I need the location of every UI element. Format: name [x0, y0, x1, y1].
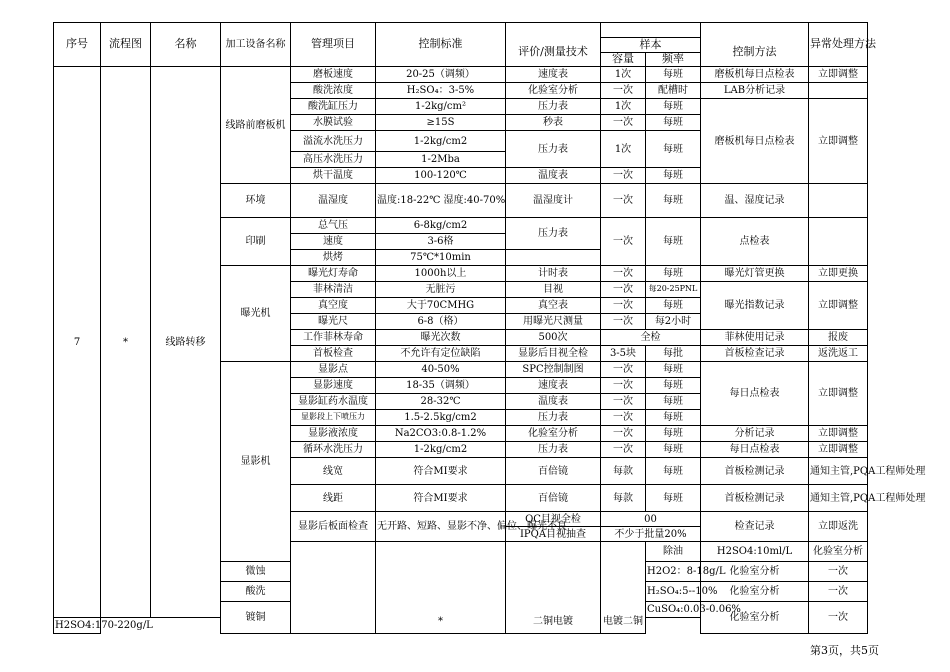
page-footer: 第3页，共5页: [810, 644, 879, 657]
item-cell: 酸洗浓度: [291, 83, 376, 99]
header-equipment: 加工设备名称: [221, 23, 291, 67]
std-cell: 20-25（调频）: [376, 67, 506, 83]
abn-cell: 立即调整: [809, 442, 868, 458]
std-cell: 温度:18-22℃ 湿度:40-70%: [376, 184, 506, 218]
std-cell: 75℃*10min: [376, 250, 506, 266]
section-env: 环境: [221, 184, 291, 218]
item-cell: 真空度: [291, 298, 376, 314]
seq-cell: [291, 542, 376, 634]
item-cell: 显影速度: [291, 378, 376, 394]
std-cell: H2SO4:170-220g/L: [54, 618, 101, 634]
tech-cell: 百倍镜: [506, 458, 601, 485]
method-cell: 检查记录: [701, 512, 809, 542]
item-cell: 线宽: [291, 458, 376, 485]
tech-cell: 速度表: [506, 378, 601, 394]
method-cell: 首板检测记录: [701, 458, 809, 485]
process-control-table: [53, 22, 926, 634]
tech-cell: 秒表: [506, 115, 601, 131]
cap-cell: 一次: [601, 83, 646, 99]
tech-cell: 压力表: [506, 410, 601, 426]
tech-cell: IPQA目视抽查: [506, 527, 601, 542]
std-cell: H₂SO₄:5--10%: [646, 582, 701, 602]
tech-cell: 目视: [506, 282, 601, 298]
header-frequency: 频率: [646, 53, 701, 67]
std-cell: 40-50%: [376, 362, 506, 378]
tech-cell: 显影后目视全检: [506, 346, 601, 362]
std-cell: 符合MI要求: [376, 485, 506, 512]
header-abnormal: 异常处理方法: [809, 23, 868, 67]
header-flow: 流程图: [101, 23, 151, 67]
header-item: 管理项目: [291, 23, 376, 67]
tech-cell: 温湿度计: [506, 184, 601, 218]
freq-cell: 每班: [646, 458, 701, 485]
std-cell: 曝光次数: [376, 330, 506, 346]
cap-cell: 1次: [601, 67, 646, 83]
std-cell: 6-8（格）: [376, 314, 506, 330]
item-cell: 首板检查: [291, 346, 376, 362]
method-cell: 磨板机每日点检表: [701, 99, 809, 184]
item-cell: 酸洗缸压力: [291, 99, 376, 115]
section-develop: 显影机: [221, 362, 291, 562]
cap-cell: 一次: [809, 562, 868, 582]
cap-cell: 00: [601, 512, 701, 527]
method-cell: 磨板机每日点检表: [701, 67, 809, 83]
tech-cell: 百倍镜: [506, 485, 601, 512]
seq-cell: 7: [54, 67, 101, 618]
section-print: 印刷: [221, 218, 291, 266]
cap-cell: 一次: [601, 218, 646, 266]
item-cell: 烘烤: [291, 250, 376, 266]
cap-cell: 一次: [601, 410, 646, 426]
freq-cell: 每20-25PNL: [646, 282, 701, 298]
abn-cell: 立即更换: [809, 266, 868, 282]
std-cell: 18-35（调频）: [376, 378, 506, 394]
abn-cell: 立即调整: [809, 282, 868, 330]
freq-cell: 配槽时: [646, 83, 701, 99]
header-name: 名称: [151, 23, 221, 67]
std-cell: 1000h以上: [376, 266, 506, 282]
cap-cell: 每款: [601, 458, 646, 485]
std-cell: 无开路、短路、显影不净、偏位、曝光不良: [376, 512, 506, 542]
std-cell: 大于70CMHG: [376, 298, 506, 314]
tech-cell: 真空表: [506, 298, 601, 314]
item-cell: 酸洗: [221, 582, 291, 602]
tech-cell: 500次: [506, 330, 601, 346]
section-preclean: 线路前磨板机: [221, 67, 291, 184]
tech-cell: 化验室分析: [701, 602, 809, 634]
cap-cell: 一次: [601, 362, 646, 378]
tech-cell: 化验室分析: [701, 562, 809, 582]
equipment-cell: 电镀二铜: [601, 542, 646, 634]
tech-cell: 压力表: [506, 442, 601, 458]
item-cell: 曝光尺: [291, 314, 376, 330]
freq-cell: 每班: [646, 67, 701, 83]
tech-cell: SPC控制制图: [506, 362, 601, 378]
header-seq: 序号: [54, 23, 101, 67]
tech-cell: 温度表: [506, 168, 601, 184]
method-cell: 菲林使用记录: [701, 330, 809, 346]
item-cell: 除油: [646, 542, 701, 562]
freq-cell: 每批: [646, 346, 701, 362]
freq-cell: 每班: [646, 485, 701, 512]
header-capacity: 容量: [601, 53, 646, 67]
cap-cell: 一次: [809, 582, 868, 602]
tech-cell: 用曝光尺测量: [506, 314, 601, 330]
std-cell: ≥15S: [376, 115, 506, 131]
tech-cell: 温度表: [506, 394, 601, 410]
abn-cell: 立即调整: [809, 426, 868, 442]
std-cell: 1-2kg/cm²: [376, 99, 506, 115]
tech-cell: 化验室分析: [506, 83, 601, 99]
header-method: 控制方法: [701, 38, 809, 67]
std-cell: 1-2kg/cm2: [376, 131, 506, 152]
std-cell: H2SO4:10ml/L: [701, 542, 809, 562]
cap-cell: 每款: [601, 485, 646, 512]
method-cell: 首板检测记录: [701, 485, 809, 512]
tech-cell: 化验室分析: [809, 542, 868, 562]
item-cell: 水膜试验: [291, 115, 376, 131]
method-cell: 每日点检表: [701, 442, 809, 458]
cap-cell: 一次: [601, 378, 646, 394]
item-cell: 溢流水洗压力: [291, 131, 376, 152]
item-cell: 菲林清洁: [291, 282, 376, 298]
item-cell: 微蚀: [221, 562, 291, 582]
method-cell: 首板检查记录: [701, 346, 809, 362]
abn-cell: 返洗返工: [809, 346, 868, 362]
item-cell: 曝光灯寿命: [291, 266, 376, 282]
freq-cell: 每班: [646, 131, 701, 168]
abn-cell: 立即调整: [809, 67, 868, 83]
abn-cell: 立即调整: [809, 99, 868, 184]
std-cell: 无脏污: [376, 282, 506, 298]
header-standard: 控制标准: [376, 23, 506, 67]
freq-cell: 每班: [646, 378, 701, 394]
item-cell: 显影点: [291, 362, 376, 378]
tech-cell: 速度表: [506, 67, 601, 83]
freq-cell: 每班: [646, 184, 701, 218]
item-cell: 磨板速度: [291, 67, 376, 83]
std-cell: H2O2：8-18g/L: [646, 562, 701, 582]
std-cell: 1-2Mba: [376, 152, 506, 168]
item-cell: 显影段上下喷压力: [291, 410, 376, 426]
cap-cell: 不少于批量20%: [601, 527, 701, 542]
freq-cell: 每班: [646, 426, 701, 442]
cap-cell: 一次: [601, 442, 646, 458]
std-cell: 1.5-2.5kg/cm2: [376, 410, 506, 426]
abn-cell: 立即返洗: [809, 512, 868, 542]
cap-cell: 3-5块: [601, 346, 646, 362]
std-cell: 3-6格: [376, 234, 506, 250]
abn-cell: [809, 218, 868, 266]
freq-cell: 每班: [646, 298, 701, 314]
cap-cell: 一次: [601, 282, 646, 298]
freq-cell: 每班: [646, 362, 701, 378]
freq-cell: 每班: [646, 266, 701, 282]
item-cell: 速度: [291, 234, 376, 250]
tech-cell: 压力表: [506, 131, 601, 168]
cap-cell: 一次: [601, 168, 646, 184]
cap-cell: 1次: [601, 99, 646, 115]
item-cell: 线距: [291, 485, 376, 512]
header-sample: 样本: [601, 38, 701, 53]
abn-cell: [809, 83, 868, 99]
item-cell: 高压水洗压力: [291, 152, 376, 168]
item-cell: 显影后板面检查: [291, 512, 376, 542]
std-cell: 不允许有定位缺陷: [376, 346, 506, 362]
abn-cell: 通知主管,PQA工程师处理: [809, 485, 868, 512]
abn-cell: 通知主管,PQA工程师处理: [809, 458, 868, 485]
cap-cell: 1次: [601, 131, 646, 168]
freq-cell: 每班: [646, 410, 701, 426]
std-cell: 28-32℃: [376, 394, 506, 410]
tech-cell: [506, 250, 601, 266]
item-cell: 镀铜: [221, 602, 291, 634]
freq-cell: 每班: [646, 168, 701, 184]
item-cell: 总气压: [291, 218, 376, 234]
item-cell: 温湿度: [291, 184, 376, 218]
freq-cell: 每班: [646, 99, 701, 115]
cap-cell: 一次: [601, 298, 646, 314]
tech-cell: 化验室分析: [506, 426, 601, 442]
freq-cell: 每班: [646, 218, 701, 266]
method-cell: 曝光灯管更换: [701, 266, 809, 282]
abn-cell: 立即调整: [809, 362, 868, 426]
method-cell: 分析记录: [701, 426, 809, 442]
freq-cell: 每班: [646, 442, 701, 458]
header-technique: 评价/测量技术: [506, 38, 601, 67]
std-cell: 1-2kg/cm2: [376, 442, 506, 458]
std-cell: H₂SO₄：3-5%: [376, 83, 506, 99]
method-cell: 每日点检表: [701, 362, 809, 426]
item-cell: 循环水洗压力: [291, 442, 376, 458]
abn-cell: 报废: [809, 330, 868, 346]
cap-cell: 一次: [601, 314, 646, 330]
cap-cell: 一次: [601, 266, 646, 282]
method-cell: LAB分析记录: [701, 83, 809, 99]
tech-cell: 计时表: [506, 266, 601, 282]
flow-cell: *: [101, 67, 151, 618]
abn-cell: [809, 184, 868, 218]
table-row: [54, 67, 868, 83]
item-cell: 显影缸药水温度: [291, 394, 376, 410]
method-cell: 曝光指数记录: [701, 282, 809, 330]
tech-cell: 压力表: [506, 99, 601, 115]
cap-cell: 一次: [601, 394, 646, 410]
cap-cell: 全检: [601, 330, 701, 346]
freq-cell: 每班: [646, 115, 701, 131]
std-cell: 符合MI要求: [376, 458, 506, 485]
item-cell: 工作菲林寿命: [291, 330, 376, 346]
item-cell: 显影液浓度: [291, 426, 376, 442]
freq-cell: 每2小时: [646, 314, 701, 330]
cap-cell: 一次: [601, 184, 646, 218]
item-cell: 烘干温度: [291, 168, 376, 184]
tech-cell: QC目视全检: [506, 512, 601, 527]
name-cell: 二铜电镀: [506, 542, 601, 634]
method-cell: 温、湿度记录: [701, 184, 809, 218]
section-exposure: 曝光机: [221, 266, 291, 362]
tech-cell: 压力表: [506, 218, 601, 250]
flow-cell: *: [376, 542, 506, 634]
std-cell: Na2CO3:0.8-1.2%: [376, 426, 506, 442]
cap-cell: 一次: [601, 115, 646, 131]
tech-cell: 化验室分析: [701, 582, 809, 602]
name-cell: 线路转移: [151, 67, 221, 618]
std-cell: CuSO₄:0.03-0.06%: [646, 602, 701, 618]
std-cell: 6-8kg/cm2: [376, 218, 506, 234]
freq-cell: 每班: [646, 394, 701, 410]
method-cell: 点检表: [701, 218, 809, 266]
std-cell: 100-120℃: [376, 168, 506, 184]
cap-cell: 一次: [601, 426, 646, 442]
cap-cell: 一次: [809, 602, 868, 634]
